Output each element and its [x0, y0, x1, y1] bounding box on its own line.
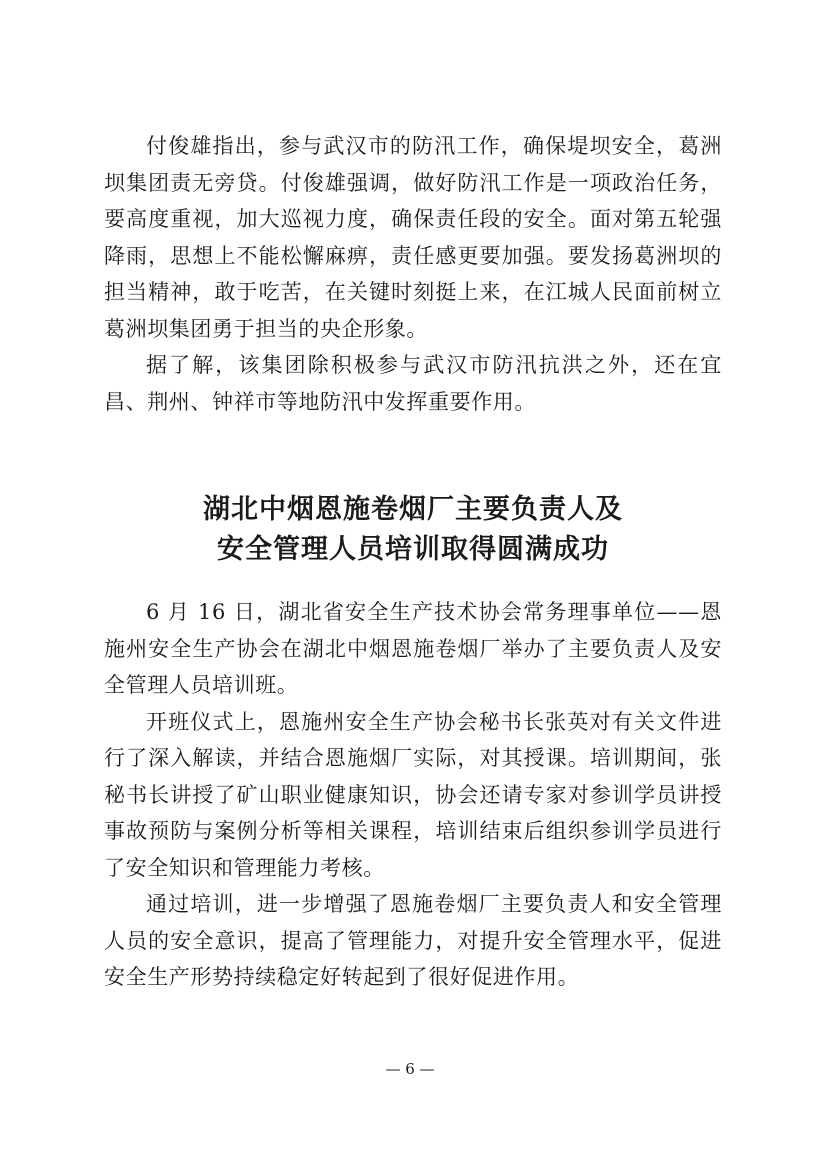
article2-paragraph-2: 开班仪式上，恩施州安全生产协会秘书长张英对有关文件进行了深入解读，并结合恩施烟厂实际，对其授课。培训期间，张秘书长讲授了矿山职业健康知识，协会还请专家对参训学员讲授事故预防与案例分析等相关课程，培训结束后组织参训学员进行了安全知识和管理能力考核。: [104, 709, 722, 880]
article2-paragraph-3: 通过培训，进一步增强了恩施卷烟厂主要负责人和安全管理人员的安全意识，提高了管理能力，对提升安全管理水平，促进安全生产形势持续稳定好转起到了很好促进作用。: [104, 892, 722, 989]
page-content: [104, 128, 722, 996]
article2-title-line-2: 安全管理人员培训取得圆满成功: [217, 534, 609, 565]
article2-title: [104, 490, 722, 570]
page-number: — 6 —: [385, 1060, 435, 1078]
article1-paragraph-2: 据了解，该集团除积极参与武汉市防汛抗洪之外，还在宜昌、荆州、钟祥市等地防汛中发挥重要作用。: [104, 353, 722, 414]
article2-paragraph-1: 6 月 16 日，湖北省安全生产技术协会常务理事单位——恩施州安全生产协会在湖北中烟恩施卷烟厂举办了主要负责人及安全管理人员培训班。: [104, 600, 722, 697]
article1-paragraph-1: 付俊雄指出，参与武汉市的防汛工作，确保堤坝安全，葛洲坝集团责无旁贷。付俊雄强调，做好防汛工作是一项政治任务，要高度重视，加大巡视力度，确保责任段的安全。面对第五轮强降雨，思想上不能松懈麻痹，责任感更要加强。要发扬葛洲坝的担当精神，敢于吃苦，在关键时刻挺上来，在江城人民面前树立葛洲坝集团勇于担当的央企形象。: [104, 134, 722, 341]
article2-title-line-1: 湖北中烟恩施卷烟厂主要负责人及: [203, 494, 623, 525]
